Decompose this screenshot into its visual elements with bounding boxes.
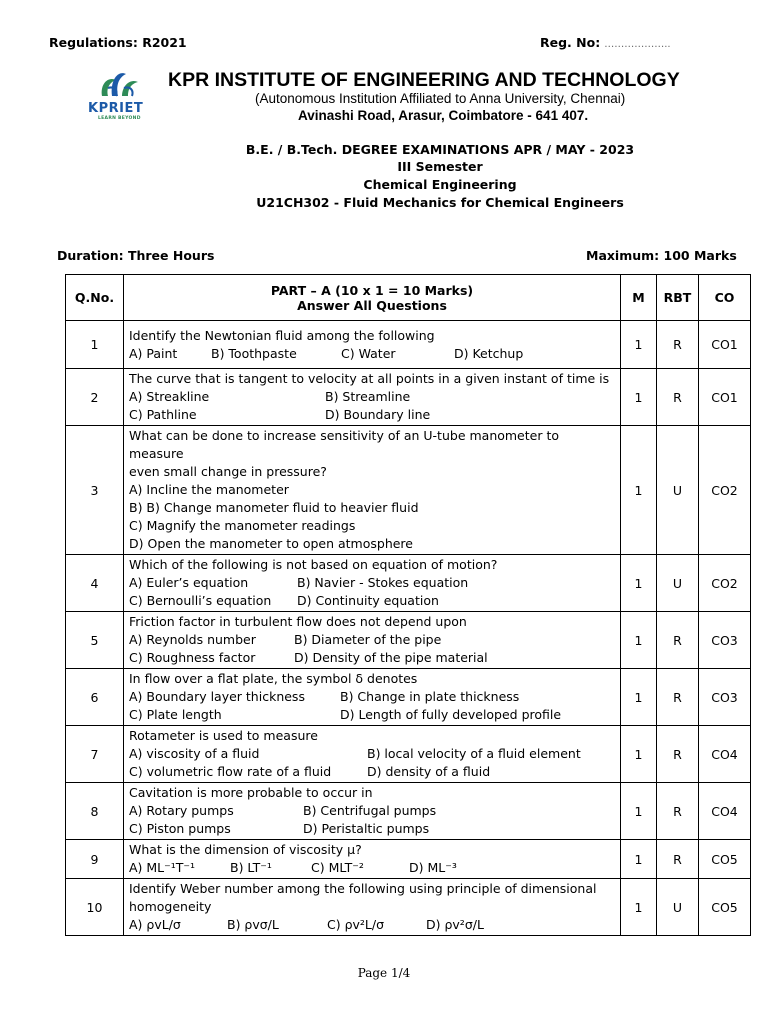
answer-option: D) Length of fully developed profile xyxy=(340,707,562,722)
option-line xyxy=(129,688,615,706)
question-cell xyxy=(124,555,621,612)
option-line xyxy=(129,820,615,838)
logo-text: KPRIET xyxy=(88,101,144,116)
marks-cell: 1 xyxy=(621,669,657,726)
col-qno: Q.No. xyxy=(66,275,124,321)
rbt-cell: R xyxy=(657,369,699,426)
option-line xyxy=(129,535,615,553)
table-header-row xyxy=(66,275,751,321)
semester: III Semester xyxy=(397,159,483,174)
branch: Chemical Engineering xyxy=(363,177,517,192)
max-marks: Maximum: 100 Marks xyxy=(586,248,737,263)
affiliation: (Autonomous Institution Affiliated to Anna University, Chennai) xyxy=(255,91,626,106)
question-cell xyxy=(124,669,621,726)
table-row xyxy=(66,612,751,669)
answer-option: A) ρvL/σ xyxy=(129,917,181,932)
answer-option: C) Bernoulli’s equation xyxy=(129,593,272,608)
table-row xyxy=(66,783,751,840)
answer-option: B) Toothpaste xyxy=(211,345,297,361)
option-line xyxy=(129,706,615,724)
answer-option: B) Change in plate thickness xyxy=(340,689,520,704)
question-text: The curve that is tangent to velocity at all points in a given instant of time is xyxy=(129,371,610,386)
co-cell: CO3 xyxy=(699,669,751,726)
table-row xyxy=(66,840,751,879)
exam-title: B.E. / B.Tech. DEGREE EXAMINATIONS APR / MAY - 2023 xyxy=(245,142,635,157)
question-cell xyxy=(124,726,621,783)
part-title: PART – A (10 x 1 = 10 Marks) xyxy=(270,282,474,298)
question-cell xyxy=(124,879,621,936)
marks-cell: 1 xyxy=(621,879,657,936)
co-cell: CO2 xyxy=(699,555,751,612)
question-number: 10 xyxy=(66,879,124,936)
answer-option: A) Rotary pumps xyxy=(129,803,234,818)
co-cell: CO3 xyxy=(699,612,751,669)
institute-name: KPR INSTITUTE OF ENGINEERING AND TECHNOLOGY xyxy=(168,69,680,91)
rbt-cell: U xyxy=(657,555,699,612)
option-line xyxy=(129,574,615,592)
question-text: Identify Weber number among the following using principle of dimensional xyxy=(129,881,597,896)
rbt-cell: R xyxy=(657,612,699,669)
answer-option: D) Boundary line xyxy=(325,407,431,422)
answer-option: B) LT⁻¹ xyxy=(230,860,272,875)
question-text: In flow over a flat plate, the symbol δ denotes xyxy=(129,671,418,686)
question-number: 4 xyxy=(66,555,124,612)
rbt-cell: R xyxy=(657,783,699,840)
answer-option: D) Density of the pipe material xyxy=(294,650,488,665)
answer-option: C) Plate length xyxy=(129,707,222,722)
col-m: M xyxy=(621,275,657,321)
option-line xyxy=(129,649,615,667)
question-cell xyxy=(124,369,621,426)
question-cell xyxy=(124,840,621,879)
answer-option: D) Ketchup xyxy=(454,345,524,361)
answer-option: C) Piston pumps xyxy=(129,821,231,836)
option-line xyxy=(129,745,615,763)
option-line xyxy=(129,631,615,649)
answer-option: C) Magnify the manometer readings xyxy=(129,518,356,533)
question-text: Cavitation is more probable to occur in xyxy=(129,785,373,800)
question-text: Identify the Newtonian fluid among the following xyxy=(129,327,435,343)
option-line xyxy=(129,592,615,610)
table-row xyxy=(66,369,751,426)
answer-option: A) viscosity of a fluid xyxy=(129,746,260,761)
co-cell: CO1 xyxy=(699,321,751,369)
table-row xyxy=(66,555,751,612)
co-cell: CO5 xyxy=(699,879,751,936)
answer-option: B) Streamline xyxy=(325,389,411,404)
reg-no-value: ……………….. xyxy=(604,39,671,50)
rbt-cell: R xyxy=(657,726,699,783)
course: U21CH302 - Fluid Mechanics for Chemical Engineers xyxy=(256,195,624,210)
rbt-cell: R xyxy=(657,321,699,369)
marks-cell: 1 xyxy=(621,783,657,840)
col-co: CO xyxy=(699,275,751,321)
marks-cell: 1 xyxy=(621,555,657,612)
answer-option: B) Centrifugal pumps xyxy=(303,803,437,818)
page-number: Page 1/4 xyxy=(357,966,411,980)
marks-cell: 1 xyxy=(621,612,657,669)
answer-option: A) Boundary layer thickness xyxy=(129,689,305,704)
option-line xyxy=(129,499,615,517)
regulations-label: Regulations: R2021 xyxy=(49,35,187,50)
question-text: homogeneity xyxy=(129,899,212,914)
answer-option: A) Paint xyxy=(129,345,178,361)
question-cell xyxy=(124,783,621,840)
part-header xyxy=(124,275,621,321)
option-line xyxy=(129,859,615,877)
question-text: What can be done to increase sensitivity of an U-tube manometer to measure xyxy=(129,428,560,461)
rbt-cell: R xyxy=(657,840,699,879)
answer-option: D) Continuity equation xyxy=(297,593,439,608)
part-subtitle: Answer All Questions xyxy=(297,297,447,313)
co-cell: CO2 xyxy=(699,426,751,555)
reg-no-label: Reg. No: xyxy=(540,35,601,50)
table-row xyxy=(66,726,751,783)
marks-cell: 1 xyxy=(621,321,657,369)
question-number: 7 xyxy=(66,726,124,783)
duration: Duration: Three Hours xyxy=(57,248,215,263)
question-number: 3 xyxy=(66,426,124,555)
question-number: 8 xyxy=(66,783,124,840)
table-row xyxy=(66,321,751,369)
table-row xyxy=(66,669,751,726)
address: Avinashi Road, Arasur, Coimbatore - 641 407. xyxy=(298,108,589,123)
marks-cell: 1 xyxy=(621,726,657,783)
answer-option: A) ML⁻¹T⁻¹ xyxy=(129,860,196,875)
option-line xyxy=(129,481,615,499)
option-line xyxy=(129,763,615,781)
answer-option: C) Pathline xyxy=(129,407,197,422)
rbt-cell: U xyxy=(657,426,699,555)
option-line xyxy=(129,916,615,934)
rbt-cell: U xyxy=(657,879,699,936)
answer-option: B) local velocity of a fluid element xyxy=(367,746,581,761)
answer-option: C) Roughness factor xyxy=(129,650,256,665)
question-text: Friction factor in turbulent flow does not depend upon xyxy=(129,614,467,629)
question-number: 5 xyxy=(66,612,124,669)
answer-option: D) ρv²σ/L xyxy=(426,917,484,932)
option-line xyxy=(129,388,615,406)
answer-option: B) Navier - Stokes equation xyxy=(297,575,469,590)
question-text: even small change in pressure? xyxy=(129,464,327,479)
answer-option: B) B) Change manometer fluid to heavier fluid xyxy=(129,500,419,515)
answer-option: A) Streakline xyxy=(129,389,210,404)
reg-no xyxy=(540,35,671,50)
logo-tagline: LEARN BEYOND xyxy=(98,116,141,121)
question-cell xyxy=(124,321,621,369)
answer-option: D) Open the manometer to open atmosphere xyxy=(129,536,413,551)
option-line xyxy=(129,345,615,363)
answer-option: D) density of a fluid xyxy=(367,764,491,779)
option-line xyxy=(129,517,615,535)
question-number: 2 xyxy=(66,369,124,426)
co-cell: CO4 xyxy=(699,726,751,783)
answer-option: B) ρvσ/L xyxy=(227,917,279,932)
answer-option: D) Peristaltic pumps xyxy=(303,821,430,836)
co-cell: CO5 xyxy=(699,840,751,879)
kpriet-logo xyxy=(88,66,148,122)
question-text: What is the dimension of viscosity μ? xyxy=(129,842,362,857)
rbt-cell: R xyxy=(657,669,699,726)
col-rbt: RBT xyxy=(657,275,699,321)
answer-option: B) Diameter of the pipe xyxy=(294,632,442,647)
question-number: 1 xyxy=(66,321,124,369)
question-table xyxy=(65,274,751,936)
co-cell: CO4 xyxy=(699,783,751,840)
marks-cell: 1 xyxy=(621,840,657,879)
logo-emblem-icon xyxy=(88,66,148,100)
option-line xyxy=(129,406,615,424)
marks-cell: 1 xyxy=(621,369,657,426)
question-text: Rotameter is used to measure xyxy=(129,728,318,743)
answer-option: C) volumetric flow rate of a fluid xyxy=(129,764,332,779)
question-text: Which of the following is not based on equation of motion? xyxy=(129,557,498,572)
table-row xyxy=(66,426,751,555)
answer-option: A) Incline the manometer xyxy=(129,482,289,497)
co-cell: CO1 xyxy=(699,369,751,426)
answer-option: C) Water xyxy=(341,345,396,361)
answer-option: A) Reynolds number xyxy=(129,632,256,647)
question-cell xyxy=(124,612,621,669)
answer-option: A) Euler’s equation xyxy=(129,575,249,590)
option-line xyxy=(129,802,615,820)
question-rows xyxy=(66,321,751,936)
marks-cell: 1 xyxy=(621,426,657,555)
answer-option: C) MLT⁻² xyxy=(311,860,364,875)
question-number: 6 xyxy=(66,669,124,726)
answer-option: D) ML⁻³ xyxy=(409,860,457,875)
table-row xyxy=(66,879,751,936)
answer-option: C) ρv²L/σ xyxy=(327,917,385,932)
question-cell xyxy=(124,426,621,555)
question-number: 9 xyxy=(66,840,124,879)
